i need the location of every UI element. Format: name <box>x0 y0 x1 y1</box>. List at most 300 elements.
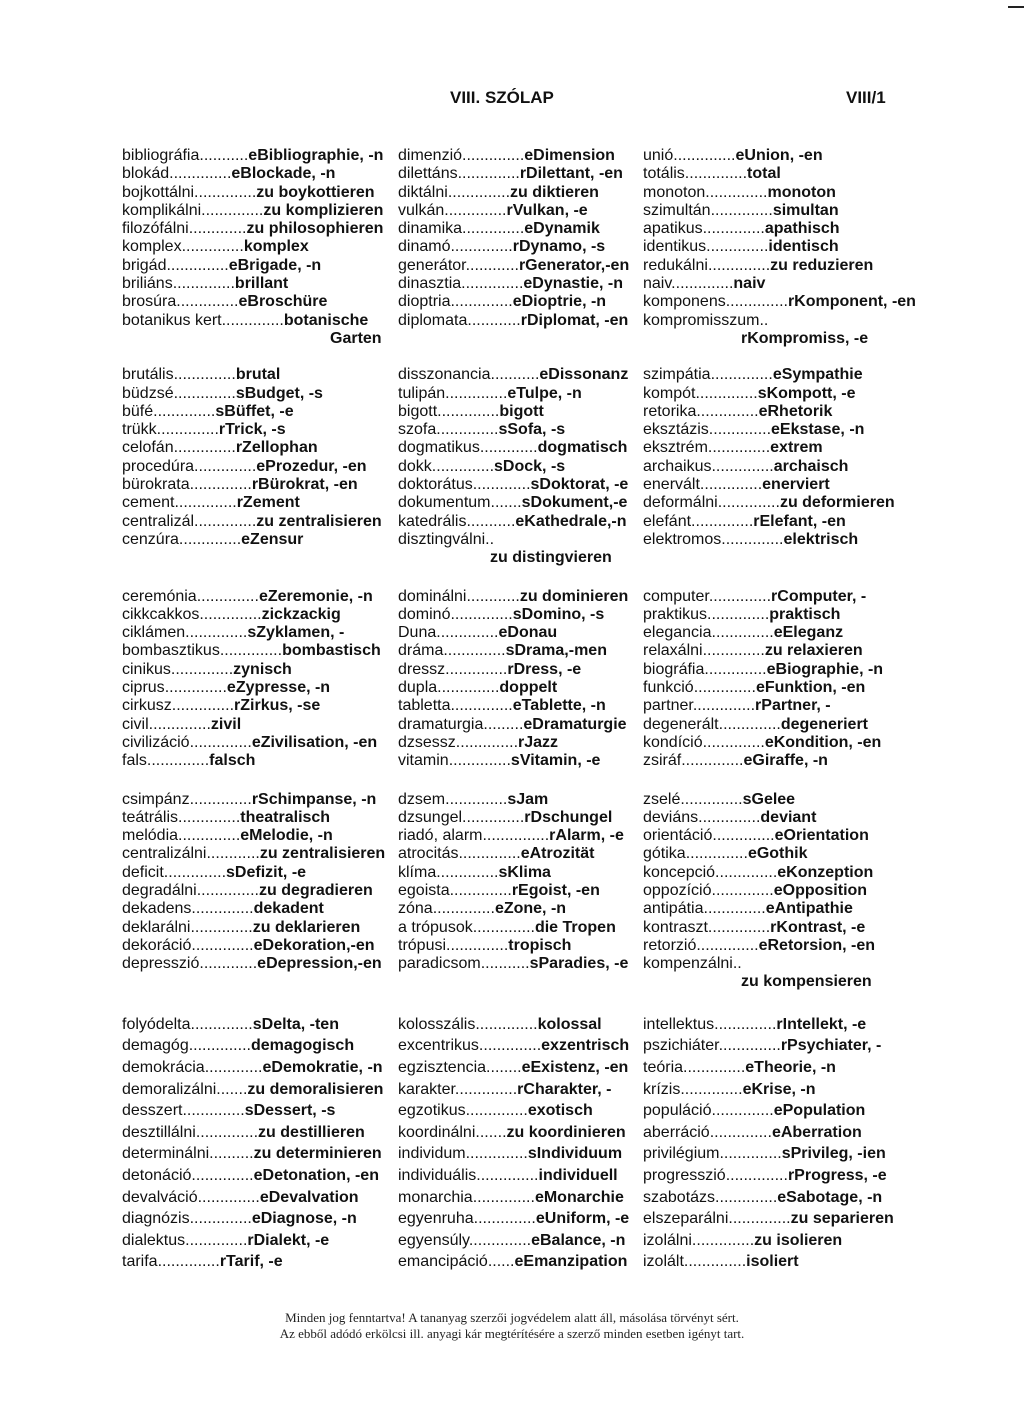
dot-leader: .............. <box>446 936 509 954</box>
dot-leader: .............. <box>148 715 211 733</box>
dot-leader: .............. <box>711 1102 774 1120</box>
german-word: sZyklamen, - <box>247 624 345 642</box>
hungarian-word: egyenruha <box>398 1210 474 1228</box>
dot-leader: .............. <box>169 165 232 183</box>
vocabulary-entry <box>643 275 1012 293</box>
vocabulary-entry <box>122 679 398 697</box>
vocabulary-entry <box>398 752 643 770</box>
hungarian-word: teória <box>643 1058 684 1076</box>
vocabulary-entry <box>643 1143 1012 1165</box>
german-word: eRhetorik <box>758 402 833 420</box>
dot-leader: .............. <box>702 733 765 751</box>
hungarian-word: bigott <box>398 402 438 420</box>
hungarian-word: retorika <box>643 402 697 420</box>
vocabulary-entry <box>122 1230 398 1252</box>
dot-leader: .............. <box>681 752 744 770</box>
dot-leader: .............. <box>696 402 759 420</box>
dot-leader: ............. <box>472 476 531 494</box>
dot-leader: .............. <box>708 421 772 439</box>
vocabulary-entry <box>643 531 1012 549</box>
hungarian-word: Duna <box>398 624 437 642</box>
german-word: zu degradieren <box>258 881 373 899</box>
hungarian-word: klíma <box>398 863 437 881</box>
hungarian-word: kompenzálni <box>643 955 733 973</box>
german-word: eExistenz, -en <box>521 1058 629 1076</box>
german-word: rVulkan, -e <box>506 201 588 219</box>
vocabulary-entry <box>122 791 398 809</box>
dot-leader: .............. <box>465 1102 528 1120</box>
dot-leader: .............. <box>176 293 239 311</box>
german-word: eUnion, -en <box>735 147 823 164</box>
hungarian-word: deficit <box>122 863 164 881</box>
vocabulary-entry <box>643 679 1012 697</box>
german-word: zu zentralisieren <box>259 845 386 863</box>
dot-leader: .............. <box>685 845 748 863</box>
german-word: sIndividuum <box>527 1145 623 1163</box>
vocabulary-entry <box>643 494 1012 512</box>
german-word: rGenerator,-en <box>518 256 630 274</box>
dot-leader: .............. <box>199 605 262 623</box>
dot-leader: .............. <box>170 660 234 678</box>
german-word: sDefizit, -e <box>226 863 307 881</box>
hungarian-word: blokád <box>122 165 170 183</box>
hungarian-word: antipátia <box>643 900 704 918</box>
dot-leader: .............. <box>462 220 525 238</box>
hungarian-word: karakter <box>398 1080 455 1098</box>
german-word: rDynamo, -s <box>512 238 606 256</box>
dot-leader: .............. <box>450 293 513 311</box>
vocabulary-entry <box>398 716 643 734</box>
hungarian-word: vulkán <box>398 201 445 219</box>
vocabulary-column <box>122 588 398 771</box>
hungarian-word: enervált <box>643 476 700 494</box>
german-word: rJazz <box>518 733 559 751</box>
german-word: sDoktorat, -e <box>530 476 629 494</box>
german-word: rComputer, - <box>771 587 867 605</box>
german-word: eMonarchie <box>534 1188 624 1206</box>
hungarian-word: szofa <box>398 421 437 439</box>
hungarian-word: folyódelta <box>122 1015 191 1033</box>
dot-leader: ............ <box>206 845 260 863</box>
dot-leader: .............. <box>708 587 772 605</box>
hungarian-word: devalváció <box>122 1188 198 1206</box>
hungarian-word: procedúra <box>122 457 195 475</box>
german-word: eUniform, -e <box>535 1210 630 1228</box>
german-word: zu zentralisieren <box>256 512 382 530</box>
hungarian-word: naiv <box>643 275 672 293</box>
hungarian-word: dimenzió <box>398 147 463 164</box>
vocabulary-entry <box>643 1014 1012 1036</box>
dot-leader: .............. <box>166 256 229 274</box>
vocabulary-entry <box>122 1165 398 1187</box>
vocabulary-entry <box>122 513 398 531</box>
hungarian-word: individuális <box>398 1166 477 1184</box>
dot-leader: .............. <box>448 752 511 770</box>
dot-leader: .............. <box>705 183 768 201</box>
hungarian-word: dilettáns <box>398 165 458 183</box>
hungarian-word: zsiráf <box>643 752 682 770</box>
hungarian-word: dekoráció <box>122 936 192 954</box>
hungarian-word: privilégium <box>643 1145 720 1163</box>
dot-leader: .............. <box>454 1080 518 1098</box>
vocabulary-entry <box>643 642 1012 660</box>
vocabulary-entry <box>122 257 398 275</box>
hungarian-word: depresszió <box>122 955 200 973</box>
hungarian-word: brigád <box>122 256 167 274</box>
hungarian-word: dokk <box>398 457 432 475</box>
vocabulary-entry <box>643 919 1012 937</box>
vocabulary-entry <box>122 531 398 549</box>
dot-leader: .............. <box>718 1037 781 1055</box>
dot-leader: .............. <box>707 439 771 457</box>
hungarian-word: egzisztencia <box>398 1058 487 1076</box>
dot-leader: .............. <box>450 238 513 256</box>
vocabulary-entry <box>122 385 398 403</box>
german-word: eZeremonie, -n <box>258 587 373 605</box>
dot-leader: .............. <box>703 900 766 918</box>
hungarian-word: koordinálni <box>398 1123 476 1141</box>
german-word: theatralisch <box>240 808 331 826</box>
hungarian-word: kontraszt <box>643 918 708 936</box>
hungarian-word: paradicsom <box>398 955 481 973</box>
german-word: sDelta, -ten <box>252 1015 339 1033</box>
hungarian-word: demagóg <box>122 1037 189 1055</box>
vocabulary-entry <box>643 937 1012 955</box>
dot-leader: .............. <box>691 1231 755 1249</box>
vocabulary-entry <box>398 661 643 679</box>
vocabulary-entry <box>398 937 643 955</box>
vocabulary-entry <box>398 494 643 512</box>
german-word: rElefant, -en <box>753 512 846 530</box>
vocabulary-group <box>122 366 1012 567</box>
dot-leader: .............. <box>445 660 508 678</box>
german-word: rZement <box>236 494 300 512</box>
hungarian-word: riadó, alarm. <box>398 827 487 845</box>
german-word: degeneriert <box>780 715 868 733</box>
vocabulary-column <box>122 366 398 567</box>
german-word: eRetorsion, -en <box>758 936 876 954</box>
vocabulary-column <box>643 1014 1012 1273</box>
german-word: eDekoration,-en <box>253 936 375 954</box>
german-word: eDynamik <box>524 220 600 238</box>
vocabulary-entry <box>643 734 1012 752</box>
vocabulary-entry <box>398 1057 643 1079</box>
hungarian-word: demokrácia <box>122 1058 205 1076</box>
hungarian-word: disztingválni <box>398 530 486 548</box>
german-word: extrem <box>770 439 823 457</box>
vocabulary-entry <box>122 606 398 624</box>
german-word: komplex <box>243 238 309 256</box>
dot-leader: .............. <box>194 512 257 530</box>
hungarian-word: dominó <box>398 605 451 623</box>
german-word: eDissonanz <box>539 366 629 384</box>
dot-leader: .............. <box>221 311 284 329</box>
dot-leader: .............. <box>468 1231 532 1249</box>
german-word: rDress, -e <box>507 660 582 678</box>
vocabulary-entry <box>643 220 1012 238</box>
hungarian-word: apatikus <box>643 220 703 238</box>
hungarian-word: monarchia <box>398 1188 473 1206</box>
dot-leader: .............. <box>196 587 259 605</box>
vocabulary-entry <box>122 184 398 202</box>
vocabulary-entry <box>643 697 1012 715</box>
vocabulary-entry <box>643 312 1012 330</box>
vocabulary-entry <box>398 791 643 809</box>
hungarian-word: szabotázs <box>643 1188 716 1206</box>
german-word: eBiographie, -n <box>766 660 884 678</box>
german-word: rPsychiater, - <box>780 1037 882 1055</box>
hungarian-word: elektromos <box>643 530 722 548</box>
german-word: exotisch <box>527 1102 593 1120</box>
dot-leader: .. <box>732 955 742 973</box>
dot-leader: .............. <box>472 1188 535 1206</box>
dot-leader: ............. <box>199 955 258 973</box>
vocabulary-entry <box>643 403 1012 421</box>
hungarian-word: degradálni <box>122 881 197 899</box>
vocabulary-entry <box>643 1208 1012 1230</box>
vocabulary-entry <box>643 1165 1012 1187</box>
german-word: sPrivileg, -ien <box>781 1145 886 1163</box>
dot-leader: .............. <box>465 1145 528 1163</box>
dot-leader: .............. <box>156 421 219 439</box>
dot-leader: .............. <box>683 1058 746 1076</box>
dot-leader: .............. <box>458 845 521 863</box>
german-word: enerviert <box>762 476 830 494</box>
german-word: eEkstase, -n <box>771 421 865 439</box>
dot-leader: .............. <box>691 512 754 530</box>
vocabulary-entry <box>643 165 1012 183</box>
corner-mark <box>1008 6 1024 8</box>
vocabulary-entry <box>643 791 1012 809</box>
hungarian-word: generátor <box>398 256 466 274</box>
vocabulary-entry <box>398 421 643 439</box>
dot-leader: .......... <box>209 1145 254 1163</box>
vocabulary-entry <box>122 403 398 421</box>
german-word: eDioptrie, -n <box>512 293 607 311</box>
vocabulary-entry <box>122 293 398 311</box>
vocabulary-entry <box>643 661 1012 679</box>
hungarian-word: cinikus <box>122 660 171 678</box>
german-word: doppelt <box>499 679 558 697</box>
vocabulary-entry <box>643 202 1012 220</box>
dot-leader: .............. <box>189 476 252 494</box>
vocabulary-entry <box>122 1143 398 1165</box>
hungarian-word: izolálni <box>643 1231 692 1249</box>
german-word: elektrisch <box>783 530 859 548</box>
german-word: sKompott, -e <box>757 384 856 402</box>
dot-leader: ......... <box>483 715 524 733</box>
vocabulary-entry <box>122 1122 398 1144</box>
vocabulary-group <box>122 1014 1012 1273</box>
german-word: bigott <box>499 402 544 420</box>
hungarian-word: eksztrém <box>643 439 708 457</box>
hungarian-word: cirkusz <box>122 697 172 715</box>
german-word: eDimension <box>524 147 615 164</box>
dot-leader: .............. <box>457 165 520 183</box>
dot-leader: ........ <box>486 1058 522 1076</box>
german-word: rBürokrat, -en <box>251 476 358 494</box>
vocabulary-entry <box>122 165 398 183</box>
dot-leader: .............. <box>721 530 784 548</box>
vocabulary-entry <box>122 312 398 330</box>
vocabulary-entry <box>122 661 398 679</box>
german-word: eOpposition <box>773 881 868 899</box>
hungarian-word: egzotikus <box>398 1102 466 1120</box>
german-word: sDock, -s <box>494 457 566 475</box>
german-word: zu deklarieren <box>252 918 361 936</box>
dot-leader: .............. <box>178 808 241 826</box>
vocabulary-entry <box>398 679 643 697</box>
german-word: die Tropen <box>534 918 616 936</box>
vocabulary-entry <box>398 147 643 165</box>
dot-leader: ........... <box>466 512 516 530</box>
german-word: dogmatisch <box>537 439 628 457</box>
vocabulary-entry <box>398 1143 643 1165</box>
hungarian-word: detonáció <box>122 1166 192 1184</box>
german-word: eKondition, -en <box>764 733 882 751</box>
dot-leader: .............. <box>164 679 227 697</box>
hungarian-word: gótika <box>643 845 686 863</box>
dot-leader: .............. <box>194 183 257 201</box>
german-word: eKonzeption <box>777 863 874 881</box>
german-word: rEgoist, -en <box>511 881 600 899</box>
vocabulary-entry <box>122 421 398 439</box>
hungarian-word: a trópusok <box>398 918 473 936</box>
german-word: sVitamin, -e <box>510 752 601 770</box>
dot-leader: .............. <box>191 900 254 918</box>
hungarian-word: deviáns <box>643 808 699 826</box>
vocabulary-entry <box>122 1079 398 1101</box>
dot-leader: .............. <box>173 384 236 402</box>
dot-leader: .............. <box>711 457 774 475</box>
vocabulary-entry <box>122 624 398 642</box>
vocabulary-entry <box>643 1251 1012 1273</box>
german-word: eDynastie, -n <box>523 275 623 293</box>
copyright-footer <box>0 1310 1024 1342</box>
dot-leader: .............. <box>189 733 252 751</box>
vocabulary-entry <box>122 588 398 606</box>
vocabulary-entry <box>398 1251 643 1273</box>
dot-leader: .............. <box>185 1231 248 1249</box>
hungarian-word: dzsessz <box>398 733 456 751</box>
german-word: eBalance, -n <box>531 1231 626 1249</box>
vocabulary-entry <box>122 955 398 973</box>
dot-leader: .............. <box>447 183 511 201</box>
vocabulary-entry <box>398 955 643 973</box>
german-word: eDramaturgie <box>523 715 627 733</box>
dot-leader: .............. <box>437 402 500 420</box>
german-word: zu separieren <box>790 1210 894 1228</box>
vocabulary-entry <box>643 257 1012 275</box>
german-word: rDschungel <box>524 808 613 826</box>
hungarian-word: dramaturgia <box>398 715 484 733</box>
dot-leader: ...... <box>487 1253 515 1271</box>
vocabulary-entry <box>398 312 643 330</box>
dot-leader: .............. <box>472 918 535 936</box>
hungarian-word: bürokrata <box>122 476 190 494</box>
german-word: demagogisch <box>250 1037 355 1055</box>
dot-leader: .............. <box>201 201 264 219</box>
hungarian-word: partner <box>643 697 693 715</box>
dot-leader: .............. <box>715 1188 778 1206</box>
hungarian-word: pszichiáter <box>643 1037 719 1055</box>
hungarian-word: dzsem <box>398 790 446 808</box>
german-word: rKomponent, -en <box>787 293 916 311</box>
dot-leader: .............. <box>711 624 774 642</box>
vocabulary-entry <box>122 845 398 863</box>
vocabulary-entry <box>398 734 643 752</box>
vocabulary-entry <box>122 1035 398 1057</box>
vocabulary-entry <box>122 900 398 918</box>
german-word: zynisch <box>233 660 292 678</box>
german-word: rTrick, -s <box>218 421 286 439</box>
hungarian-word: dupla <box>398 679 438 697</box>
dot-leader: .............. <box>704 660 767 678</box>
german-word: sSofa, -s <box>498 421 566 439</box>
vocabulary-entry <box>643 293 1012 311</box>
hungarian-word: teátrális <box>122 808 179 826</box>
hungarian-word: centralizálni <box>122 845 207 863</box>
dot-leader: .............. <box>696 936 759 954</box>
vocabulary-entry <box>643 809 1012 827</box>
german-word: sDomino, -s <box>512 605 605 623</box>
hungarian-word: vitamin <box>398 752 449 770</box>
hungarian-word: emancipáció <box>398 1253 488 1271</box>
vocabulary-entry <box>122 752 398 770</box>
dot-leader: .............. <box>462 808 525 826</box>
dot-leader: .............. <box>473 1210 536 1228</box>
vocabulary-entry <box>398 882 643 900</box>
hungarian-word: oppozíció <box>643 881 712 899</box>
dot-leader: .............. <box>710 366 773 384</box>
german-word: sJam <box>507 790 549 808</box>
dot-leader: .............. <box>195 1123 259 1141</box>
german-word-continuation: zu distingvieren <box>490 549 612 567</box>
german-word: zu relaxieren <box>764 642 863 660</box>
vocabulary-column <box>122 147 398 348</box>
hungarian-word: relaxálni <box>643 642 703 660</box>
dot-leader: .............. <box>719 1145 782 1163</box>
vocabulary-entry <box>398 202 643 220</box>
german-word: rAlarm, -e <box>549 827 624 845</box>
dot-leader: .............. <box>475 1015 538 1033</box>
dot-leader: ............. <box>188 220 247 238</box>
dot-leader: .............. <box>197 1188 260 1206</box>
german-word: eDepression,-en <box>257 955 382 973</box>
hungarian-word: büfé <box>122 402 154 420</box>
vocabulary-group <box>122 147 1012 348</box>
dot-leader: .............. <box>178 530 242 548</box>
dot-leader: .............. <box>445 384 508 402</box>
german-word: eFunktion, -en <box>755 679 866 697</box>
vocabulary-entry <box>122 202 398 220</box>
german-word: zu demoralisieren <box>247 1080 384 1098</box>
vocabulary-column <box>643 588 1012 771</box>
hungarian-word: botanikus kert <box>122 311 222 329</box>
dot-leader: .............. <box>185 624 248 642</box>
dot-leader: .............. <box>450 697 513 715</box>
german-word-continuation: rKompromiss, -e <box>741 329 869 347</box>
german-word: eDemokratie, -n <box>262 1058 383 1076</box>
dot-leader: .............. <box>191 1166 254 1184</box>
vocabulary-entry <box>122 1057 398 1079</box>
dot-leader: .............. <box>695 384 758 402</box>
hungarian-word: dráma <box>398 642 444 660</box>
german-word: eAntipathie <box>765 900 853 918</box>
vocabulary-entry <box>398 1014 643 1036</box>
dot-leader: ............ <box>465 256 519 274</box>
vocabulary-entry <box>398 697 643 715</box>
